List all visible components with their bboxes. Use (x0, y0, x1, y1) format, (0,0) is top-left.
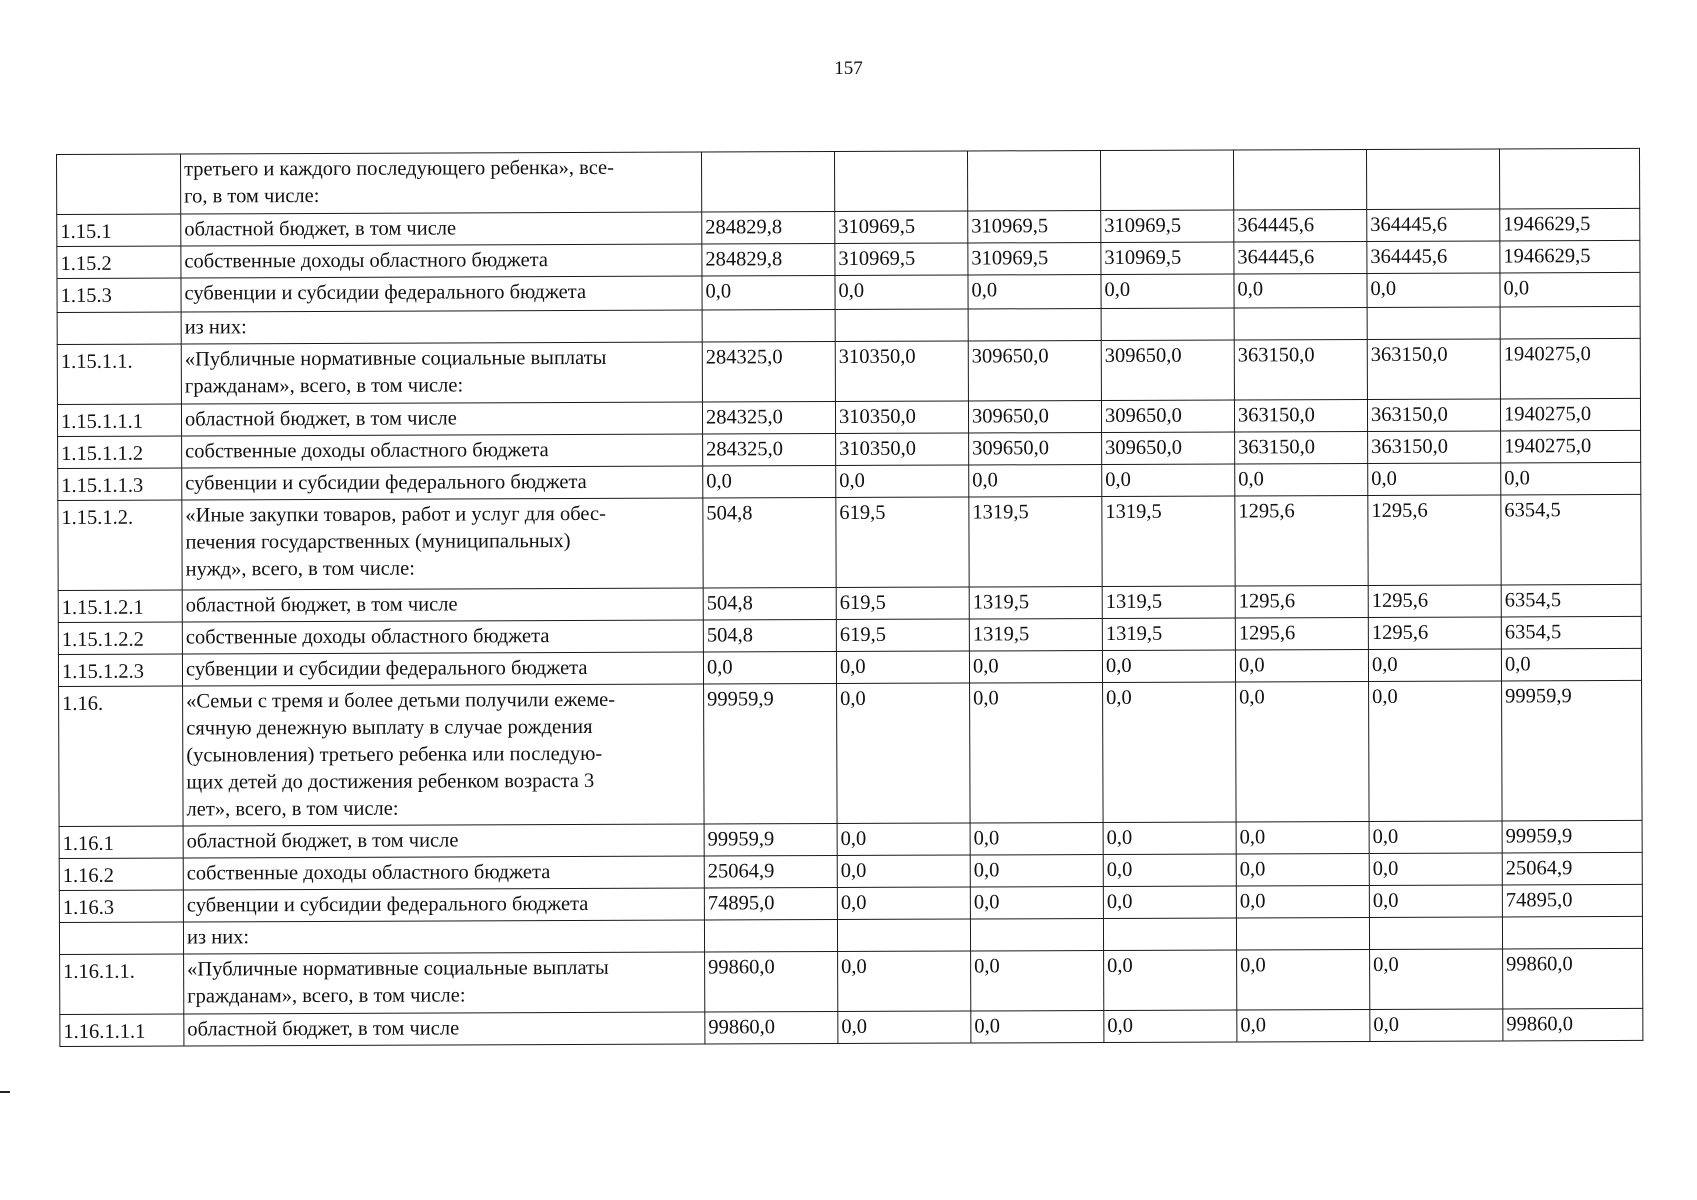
value-cell: 0,0 (1370, 1009, 1503, 1042)
value-cell: 99860,0 (705, 1012, 838, 1045)
row-name: собственные доходы областного бюджета (183, 856, 704, 890)
value-cell: 0,0 (1103, 886, 1236, 919)
value-cell: 1319,5 (1102, 496, 1235, 587)
value-cell: 1295,6 (1368, 617, 1501, 650)
value-cell: 99860,0 (705, 952, 838, 1013)
value-cell (1367, 307, 1500, 340)
value-cell: 309650,0 (968, 340, 1101, 401)
value-cell: 0,0 (1237, 949, 1370, 1010)
row-code (57, 154, 181, 214)
value-cell: 0,0 (838, 1011, 971, 1044)
value-cell: 0,0 (1367, 273, 1500, 308)
value-cell: 0,0 (1235, 463, 1368, 496)
value-cell: 619,5 (836, 497, 969, 588)
value-cell: 284829,8 (702, 212, 835, 245)
value-cell: 1940275,0 (1500, 398, 1640, 431)
row-name: субвенции и субсидии федерального бюджета (182, 652, 703, 686)
value-cell: 0,0 (969, 650, 1102, 683)
value-cell: 74895,0 (704, 888, 837, 921)
value-cell (1103, 918, 1236, 951)
row-code: 1.15.1.1.2 (58, 436, 182, 468)
value-cell: 25064,9 (1502, 852, 1642, 885)
row-name: «Семьи с тремя и более детьми получили ежеме- сячную денежную выплату в случае рождения (усыновления) третьего ребенка или последую- щих детей до достижения ребенком возраста 3 лет», всего, в том числе: (183, 684, 705, 826)
value-cell: 1295,6 (1235, 617, 1368, 650)
value-cell: 25064,9 (704, 856, 837, 889)
value-cell: 0,0 (837, 855, 970, 888)
value-cell: 364445,6 (1367, 241, 1500, 274)
value-cell: 0,0 (1101, 274, 1234, 309)
value-cell: 364445,6 (1367, 209, 1500, 242)
value-cell (1499, 148, 1639, 209)
value-cell: 0,0 (1103, 854, 1236, 887)
value-cell: 0,0 (837, 683, 971, 824)
value-cell: 0,0 (970, 822, 1103, 855)
value-cell (1101, 308, 1234, 341)
value-cell: 1319,5 (969, 586, 1102, 619)
value-cell: 504,8 (703, 498, 836, 589)
value-cell (967, 150, 1100, 211)
value-cell: 619,5 (836, 587, 969, 620)
value-cell (702, 310, 835, 343)
value-cell: 74895,0 (1502, 884, 1642, 917)
value-cell: 0,0 (836, 651, 969, 684)
value-cell (1233, 149, 1366, 210)
value-cell: 0,0 (1102, 650, 1235, 683)
value-cell: 309650,0 (969, 432, 1102, 465)
value-cell: 0,0 (1103, 682, 1237, 823)
value-cell: 0,0 (703, 466, 836, 499)
row-code: 1.15.1 (57, 214, 181, 246)
value-cell (835, 309, 968, 342)
value-cell: 0,0 (1368, 463, 1501, 496)
value-cell: 363150,0 (1235, 431, 1368, 464)
value-cell: 6354,5 (1501, 584, 1641, 617)
row-name: третьего и каждого последующего ребенка», все- го, в том числе: (181, 152, 702, 214)
value-cell: 364445,6 (1234, 241, 1367, 274)
value-cell: 0,0 (703, 652, 836, 685)
value-cell: 0,0 (1104, 950, 1237, 1011)
row-code: 1.15.1.2.2 (58, 622, 182, 654)
value-cell: 0,0 (971, 1010, 1104, 1043)
value-cell: 1319,5 (969, 496, 1102, 587)
row-name: собственные доходы областного бюджета (181, 244, 702, 278)
value-cell: 0,0 (1369, 821, 1502, 854)
value-cell: 99959,9 (1502, 680, 1643, 821)
value-cell: 504,8 (703, 588, 836, 621)
value-cell: 310969,5 (1101, 210, 1234, 243)
value-cell: 0,0 (970, 854, 1103, 887)
value-cell (968, 308, 1101, 341)
table-row (60, 1008, 1643, 1046)
value-cell: 310350,0 (835, 401, 968, 434)
table-body (57, 148, 1643, 1046)
value-cell (1366, 149, 1499, 210)
value-cell (701, 152, 834, 213)
value-cell: 0,0 (1235, 649, 1368, 682)
value-cell: 309650,0 (1102, 432, 1235, 465)
value-cell: 1940275,0 (1501, 430, 1641, 463)
value-cell: 0,0 (1103, 822, 1236, 855)
value-cell: 6354,5 (1501, 616, 1641, 649)
value-cell: 1295,6 (1235, 585, 1368, 618)
row-name: «Публичные нормативные социальные выплаты гражданам», всего, в том числе: (181, 342, 702, 404)
table-row (59, 680, 1643, 826)
row-name: субвенции и субсидии федерального бюджета (182, 466, 703, 500)
value-cell: 0,0 (1369, 681, 1503, 822)
value-cell: 619,5 (836, 619, 969, 652)
value-cell: 1319,5 (969, 618, 1102, 651)
row-code: 1.16.3 (59, 890, 183, 922)
value-cell: 0,0 (1236, 681, 1370, 822)
value-cell: 99860,0 (1503, 1008, 1643, 1041)
value-cell (704, 920, 837, 953)
row-name: областной бюджет, в том числе (182, 588, 703, 622)
value-cell: 0,0 (1236, 821, 1369, 854)
value-cell: 284325,0 (703, 434, 836, 467)
value-cell: 284829,8 (702, 244, 835, 277)
value-cell: 0,0 (702, 276, 835, 311)
value-cell (1500, 306, 1640, 339)
value-cell: 310969,5 (835, 211, 968, 244)
row-code (59, 922, 183, 954)
budget-table (56, 148, 1643, 1047)
value-cell (1502, 916, 1642, 949)
value-cell: 0,0 (1501, 462, 1641, 495)
row-name: областной бюджет, в том числе (183, 824, 704, 858)
value-cell: 363150,0 (1367, 339, 1500, 400)
value-cell (1234, 307, 1367, 340)
value-cell: 0,0 (838, 951, 971, 1012)
row-name: субвенции и субсидии федерального бюджета (183, 888, 704, 922)
row-code: 1.16.2 (59, 858, 183, 890)
row-name: субвенции и субсидии федерального бюджета (181, 276, 702, 312)
row-code: 1.16.1.1.1 (60, 1014, 184, 1046)
value-cell: 0,0 (836, 465, 969, 498)
value-cell: 363150,0 (1367, 399, 1500, 432)
value-cell (1100, 150, 1233, 211)
value-cell: 0,0 (1236, 853, 1369, 886)
value-cell: 363150,0 (1368, 431, 1501, 464)
table-row (60, 948, 1643, 1014)
value-cell: 0,0 (1501, 648, 1641, 681)
value-cell (837, 919, 970, 952)
row-name: областной бюджет, в том числе (184, 1012, 705, 1046)
value-cell: 99860,0 (1503, 948, 1643, 1009)
value-cell (1236, 917, 1369, 950)
value-cell: 99959,9 (704, 684, 838, 825)
value-cell: 1295,6 (1235, 495, 1368, 586)
value-cell: 309650,0 (968, 400, 1101, 433)
value-cell: 363150,0 (1234, 399, 1367, 432)
value-cell: 309650,0 (1101, 340, 1234, 401)
table-row (57, 338, 1640, 404)
value-cell: 1319,5 (1102, 618, 1235, 651)
value-cell: 310969,5 (835, 243, 968, 276)
value-cell: 1295,6 (1368, 495, 1501, 586)
row-code: 1.15.2 (57, 246, 181, 278)
value-cell: 1940275,0 (1500, 338, 1640, 399)
row-code: 1.15.1.2.3 (58, 654, 182, 686)
value-cell: 1319,5 (1102, 586, 1235, 619)
row-code: 1.15.1.2. (58, 500, 182, 590)
row-name: «Иные закупки товаров, работ и услуг для обес- печения государственных (муниципальных) нужд», всего, в том числе: (182, 498, 703, 590)
row-code: 1.15.3 (57, 278, 181, 312)
value-cell: 310969,5 (968, 242, 1101, 275)
value-cell: 0,0 (970, 682, 1104, 823)
value-cell (834, 151, 967, 212)
value-cell: 310969,5 (1101, 242, 1234, 275)
row-name: из них: (183, 920, 704, 954)
value-cell: 0,0 (1500, 272, 1640, 307)
value-cell: 364445,6 (1234, 209, 1367, 242)
row-name: областной бюджет, в том числе (181, 212, 702, 246)
value-cell: 284325,0 (702, 342, 835, 403)
value-cell: 1946629,5 (1500, 240, 1640, 273)
value-cell: 309650,0 (1101, 400, 1234, 433)
table-row (58, 494, 1641, 590)
value-cell: 363150,0 (1234, 339, 1367, 400)
table-row (57, 148, 1640, 214)
value-cell: 310350,0 (835, 341, 968, 402)
value-cell: 0,0 (968, 274, 1101, 309)
margin-mark (0, 1091, 10, 1093)
value-cell (970, 918, 1103, 951)
value-cell: 6354,5 (1501, 494, 1641, 585)
value-cell: 0,0 (1368, 649, 1501, 682)
row-code: 1.15.1.2.1 (58, 590, 182, 622)
value-cell: 0,0 (1369, 853, 1502, 886)
value-cell: 310969,5 (968, 210, 1101, 243)
value-cell: 0,0 (969, 464, 1102, 497)
value-cell: 0,0 (835, 275, 968, 310)
row-name: собственные доходы областного бюджета (182, 620, 703, 654)
value-cell: 284325,0 (702, 402, 835, 435)
row-code (57, 312, 181, 344)
value-cell: 0,0 (1102, 464, 1235, 497)
row-name: «Публичные нормативные социальные выплаты гражданам», всего, в том числе: (184, 952, 705, 1014)
value-cell: 0,0 (1370, 949, 1503, 1010)
value-cell: 0,0 (1104, 1010, 1237, 1043)
page-number: 157 (834, 58, 863, 79)
row-code: 1.15.1.1.1 (57, 404, 181, 436)
value-cell: 99959,9 (1502, 820, 1642, 853)
row-code: 1.16. (59, 686, 184, 826)
value-cell: 0,0 (1237, 1009, 1370, 1042)
value-cell: 99959,9 (704, 824, 837, 857)
value-cell: 0,0 (837, 887, 970, 920)
row-name: из них: (181, 310, 702, 344)
row-code: 1.15.1.1. (57, 344, 181, 404)
row-name: областной бюджет, в том числе (181, 402, 702, 436)
value-cell: 0,0 (970, 886, 1103, 919)
value-cell: 0,0 (1234, 273, 1367, 308)
value-cell: 1295,6 (1368, 585, 1501, 618)
value-cell: 0,0 (837, 823, 970, 856)
value-cell (1369, 917, 1502, 950)
value-cell: 0,0 (1236, 885, 1369, 918)
row-name: собственные доходы областного бюджета (182, 434, 703, 468)
value-cell: 504,8 (703, 620, 836, 653)
row-code: 1.16.1.1. (60, 954, 184, 1014)
row-code: 1.16.1 (59, 826, 183, 858)
value-cell: 1946629,5 (1500, 208, 1640, 241)
row-code: 1.15.1.1.3 (58, 468, 182, 500)
value-cell: 0,0 (971, 950, 1104, 1011)
value-cell: 0,0 (1369, 885, 1502, 918)
value-cell: 310350,0 (836, 433, 969, 466)
